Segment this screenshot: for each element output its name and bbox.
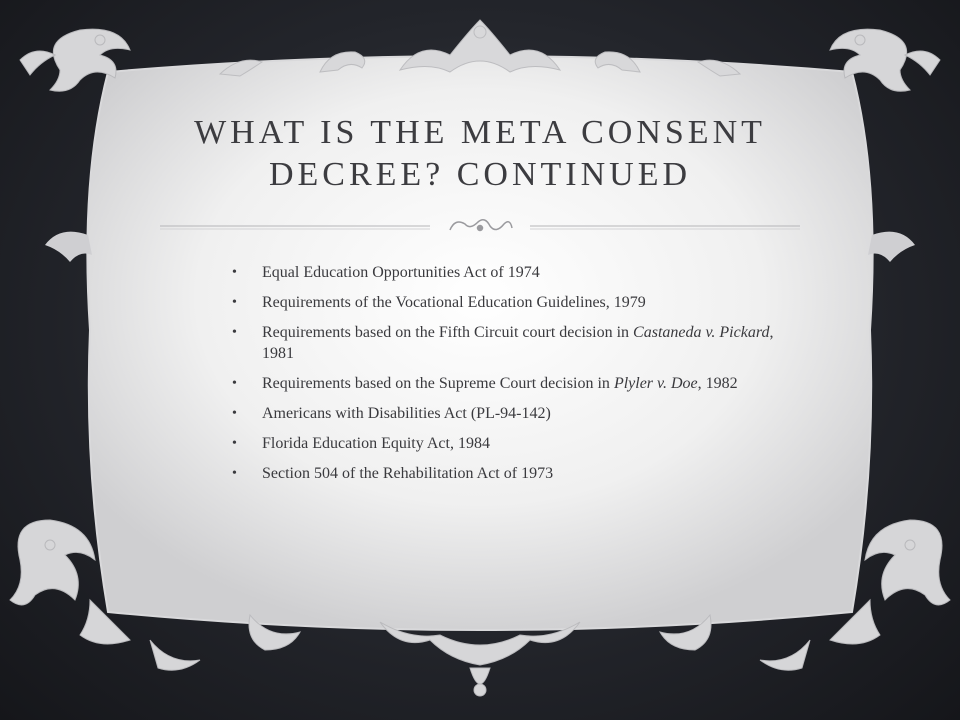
bullet-text-pre: Requirements based on the Fifth Circuit court decision in xyxy=(262,324,634,341)
side-ornament-left xyxy=(45,232,92,262)
bullet-dot: • xyxy=(232,436,237,451)
bullet-dot: • xyxy=(232,406,237,421)
bullet-item xyxy=(232,463,792,484)
bullet-text-pre: Requirements based on the Supreme Court decision in xyxy=(262,375,614,392)
slide-title-line-2: DECREE? CONTINUED xyxy=(268,156,692,193)
title-divider xyxy=(160,212,800,242)
bullet-item xyxy=(232,292,792,313)
bullet-list xyxy=(232,262,792,493)
bullet-dot: • xyxy=(232,376,237,391)
slide-title-line-1: WHAT IS THE META CONSENT xyxy=(194,114,766,151)
bullet-text: Section 504 of the Rehabilitation Act of 1973 xyxy=(262,465,554,482)
bullet-text: Equal Education Opportunities Act of 1974 xyxy=(262,264,540,281)
case-citation: Castaneda v. Pickard xyxy=(633,324,770,341)
bullet-dot: • xyxy=(232,325,237,340)
bullet-text: Americans with Disabilities Act (PL-94-142) xyxy=(262,405,551,422)
case-citation: Plyler v. Doe xyxy=(613,375,698,392)
bullet-text-post: , 1982 xyxy=(697,375,738,392)
side-ornament-right xyxy=(868,232,915,262)
slide-title xyxy=(150,112,810,196)
bullet-item xyxy=(232,433,792,454)
bullet-item xyxy=(232,403,792,424)
bullet-text: Requirements of the Vocational Education Guidelines, 1979 xyxy=(262,294,646,311)
bullet-item xyxy=(232,373,792,394)
bullet-dot: • xyxy=(232,265,237,280)
divider-flourish-icon xyxy=(450,220,512,231)
bullet-text-post: , 1981 xyxy=(262,324,774,362)
bullet-item xyxy=(232,322,792,364)
bullet-text: Florida Education Equity Act, 1984 xyxy=(262,435,490,452)
bullet-item xyxy=(232,262,792,283)
bullet-dot: • xyxy=(232,466,237,481)
bullet-dot: • xyxy=(232,295,237,310)
